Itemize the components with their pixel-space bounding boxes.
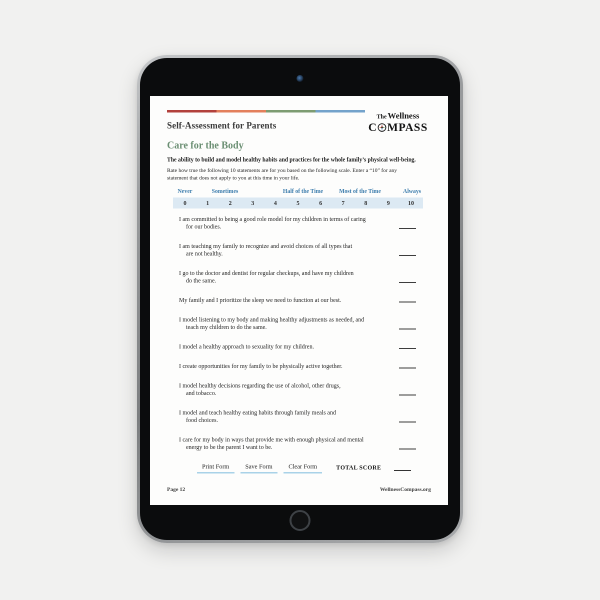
bar-segment-blue <box>316 110 366 113</box>
scale-number: 4 <box>273 199 277 207</box>
scale-number: 6 <box>319 199 323 207</box>
statement-text <box>179 243 352 258</box>
tablet-screen <box>150 96 448 505</box>
score-input-blank[interactable] <box>399 348 416 349</box>
statement-line: I care for my body in ways that provide me with enough physical and mental <box>179 436 364 443</box>
scale-label-half: Half of the Time <box>282 188 324 195</box>
logo-wordmark-top <box>365 111 431 121</box>
statement-text <box>179 316 364 331</box>
logo-compass-c: C <box>368 121 378 134</box>
scale-label-sometimes: Sometimes <box>211 188 239 195</box>
statement-text <box>179 363 342 371</box>
statement-line: I go to the doctor and dentist for regular checkups, and have my children <box>179 269 354 277</box>
statement-line: I am teaching my family to recognize and avoid choices of all types that <box>179 242 353 250</box>
home-button[interactable] <box>290 510 311 531</box>
statement-row <box>179 270 431 285</box>
bar-segment-orange <box>217 110 267 113</box>
score-input-blank[interactable] <box>399 368 416 369</box>
statement-row <box>179 343 431 351</box>
statement-text <box>179 216 366 231</box>
statement-line: teach my children to do the same. <box>186 323 267 331</box>
statement-line: I am committed to being a good role model for my children in terms of caring <box>179 215 366 223</box>
scale-label-most: Most of the Time <box>339 188 381 195</box>
statement-text <box>179 409 336 424</box>
score-input-blank[interactable] <box>399 449 416 450</box>
document-header <box>167 110 431 133</box>
statement-row <box>179 297 431 305</box>
print-form-button[interactable]: Print Form <box>197 463 234 474</box>
statement-line: I model and teach healthy eating habits through family meals and <box>179 409 336 416</box>
scale-number: 5 <box>296 199 300 207</box>
score-input-blank[interactable] <box>399 329 416 330</box>
total-score-label: TOTAL SCORE <box>336 464 382 471</box>
form-actions <box>167 463 431 474</box>
score-input-blank[interactable] <box>399 302 416 303</box>
bar-segment-green <box>266 110 316 113</box>
scale-label-always: Always <box>403 188 421 195</box>
logo-wellness: Wellness <box>387 111 420 121</box>
logo-wordmark-bottom <box>365 122 431 134</box>
statement-list <box>167 216 431 452</box>
statement-line: My family and I prioritize the sleep we need to function at our best. <box>179 296 342 304</box>
statement-text <box>179 382 341 397</box>
scale-number: 3 <box>251 199 255 207</box>
scale-number-band <box>173 198 423 209</box>
statement-text <box>179 343 314 351</box>
scale-number: 8 <box>364 199 368 207</box>
clear-form-button[interactable]: Clear Form <box>284 463 323 474</box>
statement-text <box>179 270 354 285</box>
page-number: Page 12 <box>167 486 186 493</box>
logo-compass-mpass: MPASS <box>387 121 428 134</box>
tablet-bezel <box>140 58 460 540</box>
tablet-device <box>137 55 463 543</box>
logo-the: The <box>376 113 387 120</box>
statement-text <box>179 297 341 305</box>
statement-line: I model listening to my body and making healthy adjustments as needed, and <box>179 316 365 323</box>
scale-number: 7 <box>341 199 345 207</box>
assessment-document <box>150 96 448 505</box>
compass-icon <box>378 123 387 132</box>
scale-number: 2 <box>228 199 232 207</box>
section-heading: Care for the Body <box>167 140 244 151</box>
wellness-compass-logo <box>365 111 431 133</box>
statement-row <box>179 409 431 424</box>
instructions-line: Rate how true the following 10 statements are for you based on the following scale. Enter a “10” for any <box>167 167 398 174</box>
statement-line: energy to be the parent I want to be. <box>186 443 273 451</box>
scale-label-never: Never <box>177 188 193 195</box>
statement-line: are not healthy. <box>186 250 223 257</box>
scale-labels <box>173 189 423 197</box>
statement-row <box>179 316 431 331</box>
header-left <box>167 110 365 131</box>
statement-line: I model a healthy approach to sexuality for my children. <box>179 343 314 350</box>
statement-row <box>179 243 431 258</box>
statement-row <box>179 382 431 397</box>
statement-row <box>179 363 431 371</box>
website-url: WellnessCompass.org <box>379 486 431 493</box>
brand-color-bar <box>167 110 365 113</box>
page-footer <box>167 487 431 493</box>
rating-scale <box>173 189 423 209</box>
score-input-blank[interactable] <box>399 228 416 229</box>
rating-instructions <box>167 167 431 182</box>
statement-line: food choices. <box>186 416 218 424</box>
score-input-blank[interactable] <box>399 255 416 256</box>
statement-line: do the same. <box>186 277 217 284</box>
bar-segment-red <box>167 110 217 113</box>
total-score-input-blank[interactable] <box>394 470 411 471</box>
document-title: Self-Assessment for Parents <box>167 120 277 131</box>
statement-row <box>179 216 431 231</box>
statement-line: I create opportunities for my family to be physically active together. <box>179 362 343 370</box>
instructions-line: statement that does not apply to you at this time in your life. <box>167 175 300 181</box>
score-input-blank[interactable] <box>399 422 416 423</box>
scale-number: 0 <box>183 199 187 207</box>
front-camera-icon <box>297 75 304 82</box>
score-input-blank[interactable] <box>399 395 416 396</box>
section-description: The ability to build and model healthy habits and practices for the whole family’s physical well-being. <box>167 157 416 163</box>
scale-number: 1 <box>206 199 210 207</box>
statement-line: I model healthy decisions regarding the use of alcohol, other drugs, <box>179 382 341 389</box>
scale-number: 10 <box>407 199 414 207</box>
scale-number: 9 <box>386 199 390 207</box>
score-input-blank[interactable] <box>399 282 416 283</box>
statement-line: for our bodies. <box>186 223 222 230</box>
save-form-button[interactable]: Save Form <box>240 463 277 474</box>
statement-text <box>179 436 364 451</box>
statement-line: and tobacco. <box>186 389 217 397</box>
statement-row <box>179 436 431 451</box>
